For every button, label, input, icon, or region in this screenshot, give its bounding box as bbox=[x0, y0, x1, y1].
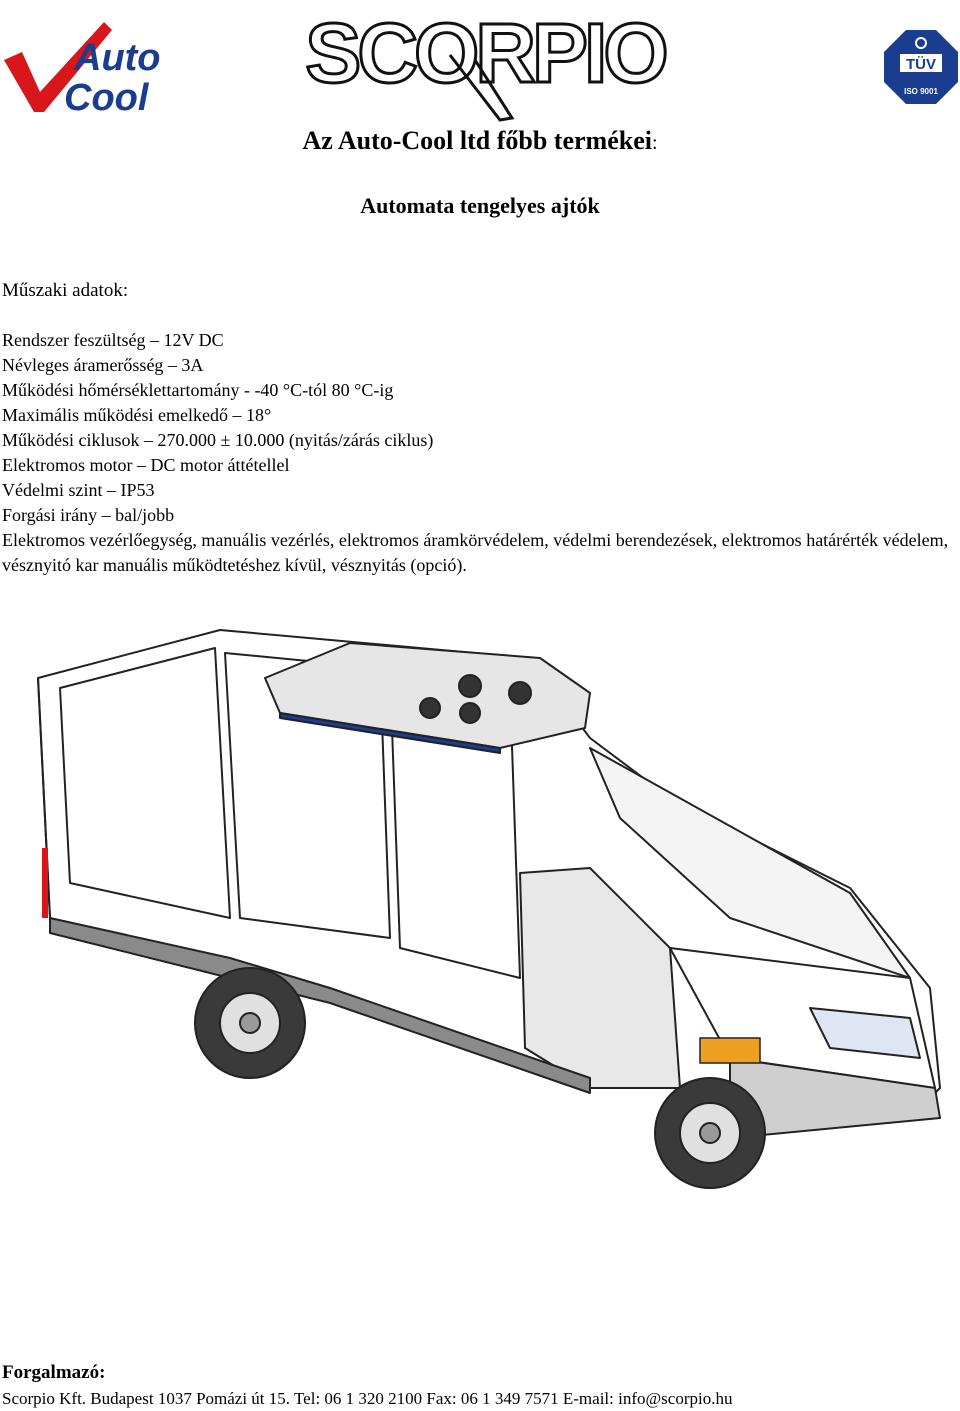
spec-line: Védelmi szint – IP53 bbox=[2, 480, 155, 500]
iso-text: ISO 9001 bbox=[904, 87, 938, 96]
spec-line: Működési hőmérséklettartomány - -40 °C-tól 80 °C-ig bbox=[2, 380, 394, 400]
autocool-logo-word-cool: Cool bbox=[64, 77, 149, 117]
specs-list bbox=[2, 328, 952, 578]
distributor-label: Forgalmazó: bbox=[2, 1362, 106, 1383]
page-title bbox=[0, 126, 960, 156]
spec-line: Forgási irány – bal/jobb bbox=[2, 505, 175, 525]
ac-fan-icon bbox=[420, 698, 440, 718]
scorpio-logo-text: SCORPIO bbox=[305, 6, 665, 100]
distributor-address: Scorpio Kft. Budapest 1037 Pomázi út 15. Tel: 06 1 320 2100 Fax: 06 1 349 7571 E-mail: info@scorpio.hu bbox=[2, 1389, 733, 1408]
spec-line: Maximális működési emelkedő – 18° bbox=[2, 405, 272, 425]
tuv-iso-badge bbox=[884, 30, 958, 104]
engine-compressor bbox=[700, 1038, 760, 1063]
autocool-logo-word-auto: Auto bbox=[74, 37, 161, 79]
ac-fan-icon bbox=[460, 703, 480, 723]
page-title-text: Az Auto-Cool ltd főbb termékei bbox=[302, 126, 652, 155]
spec-line: Névleges áramerősség – 3A bbox=[2, 355, 204, 375]
spec-line: Működési ciklusok – 270.000 ± 10.000 (nyitás/zárás ciklus) bbox=[2, 430, 434, 450]
autocool-logo bbox=[0, 12, 180, 117]
product-subtitle: Automata tengelyes ajtók bbox=[360, 193, 600, 218]
ac-fan-icon bbox=[509, 682, 531, 704]
scorpio-logo bbox=[300, 0, 670, 125]
spec-line: Rendszer feszültség – 12V DC bbox=[2, 330, 224, 350]
ac-fan-icon bbox=[459, 675, 481, 697]
rear-light bbox=[42, 848, 48, 918]
page-title-colon: : bbox=[651, 132, 658, 154]
spec-line: Elektromos vezérlőegység, manuális vezérlés, elektromos áramkörvédelem, védelmi berendezések, elektromos határérték védelem, vésznyitó kar manuális működtetéshez kívül, vésznyitás (opció). bbox=[2, 530, 949, 575]
van-illustration bbox=[30, 618, 945, 1218]
specs-heading: Műszaki adatok: bbox=[2, 280, 129, 301]
van-side-panel bbox=[60, 648, 230, 918]
spec-line: Elektromos motor – DC motor áttétellel bbox=[2, 455, 290, 475]
tuv-text: TÜV bbox=[906, 56, 936, 73]
